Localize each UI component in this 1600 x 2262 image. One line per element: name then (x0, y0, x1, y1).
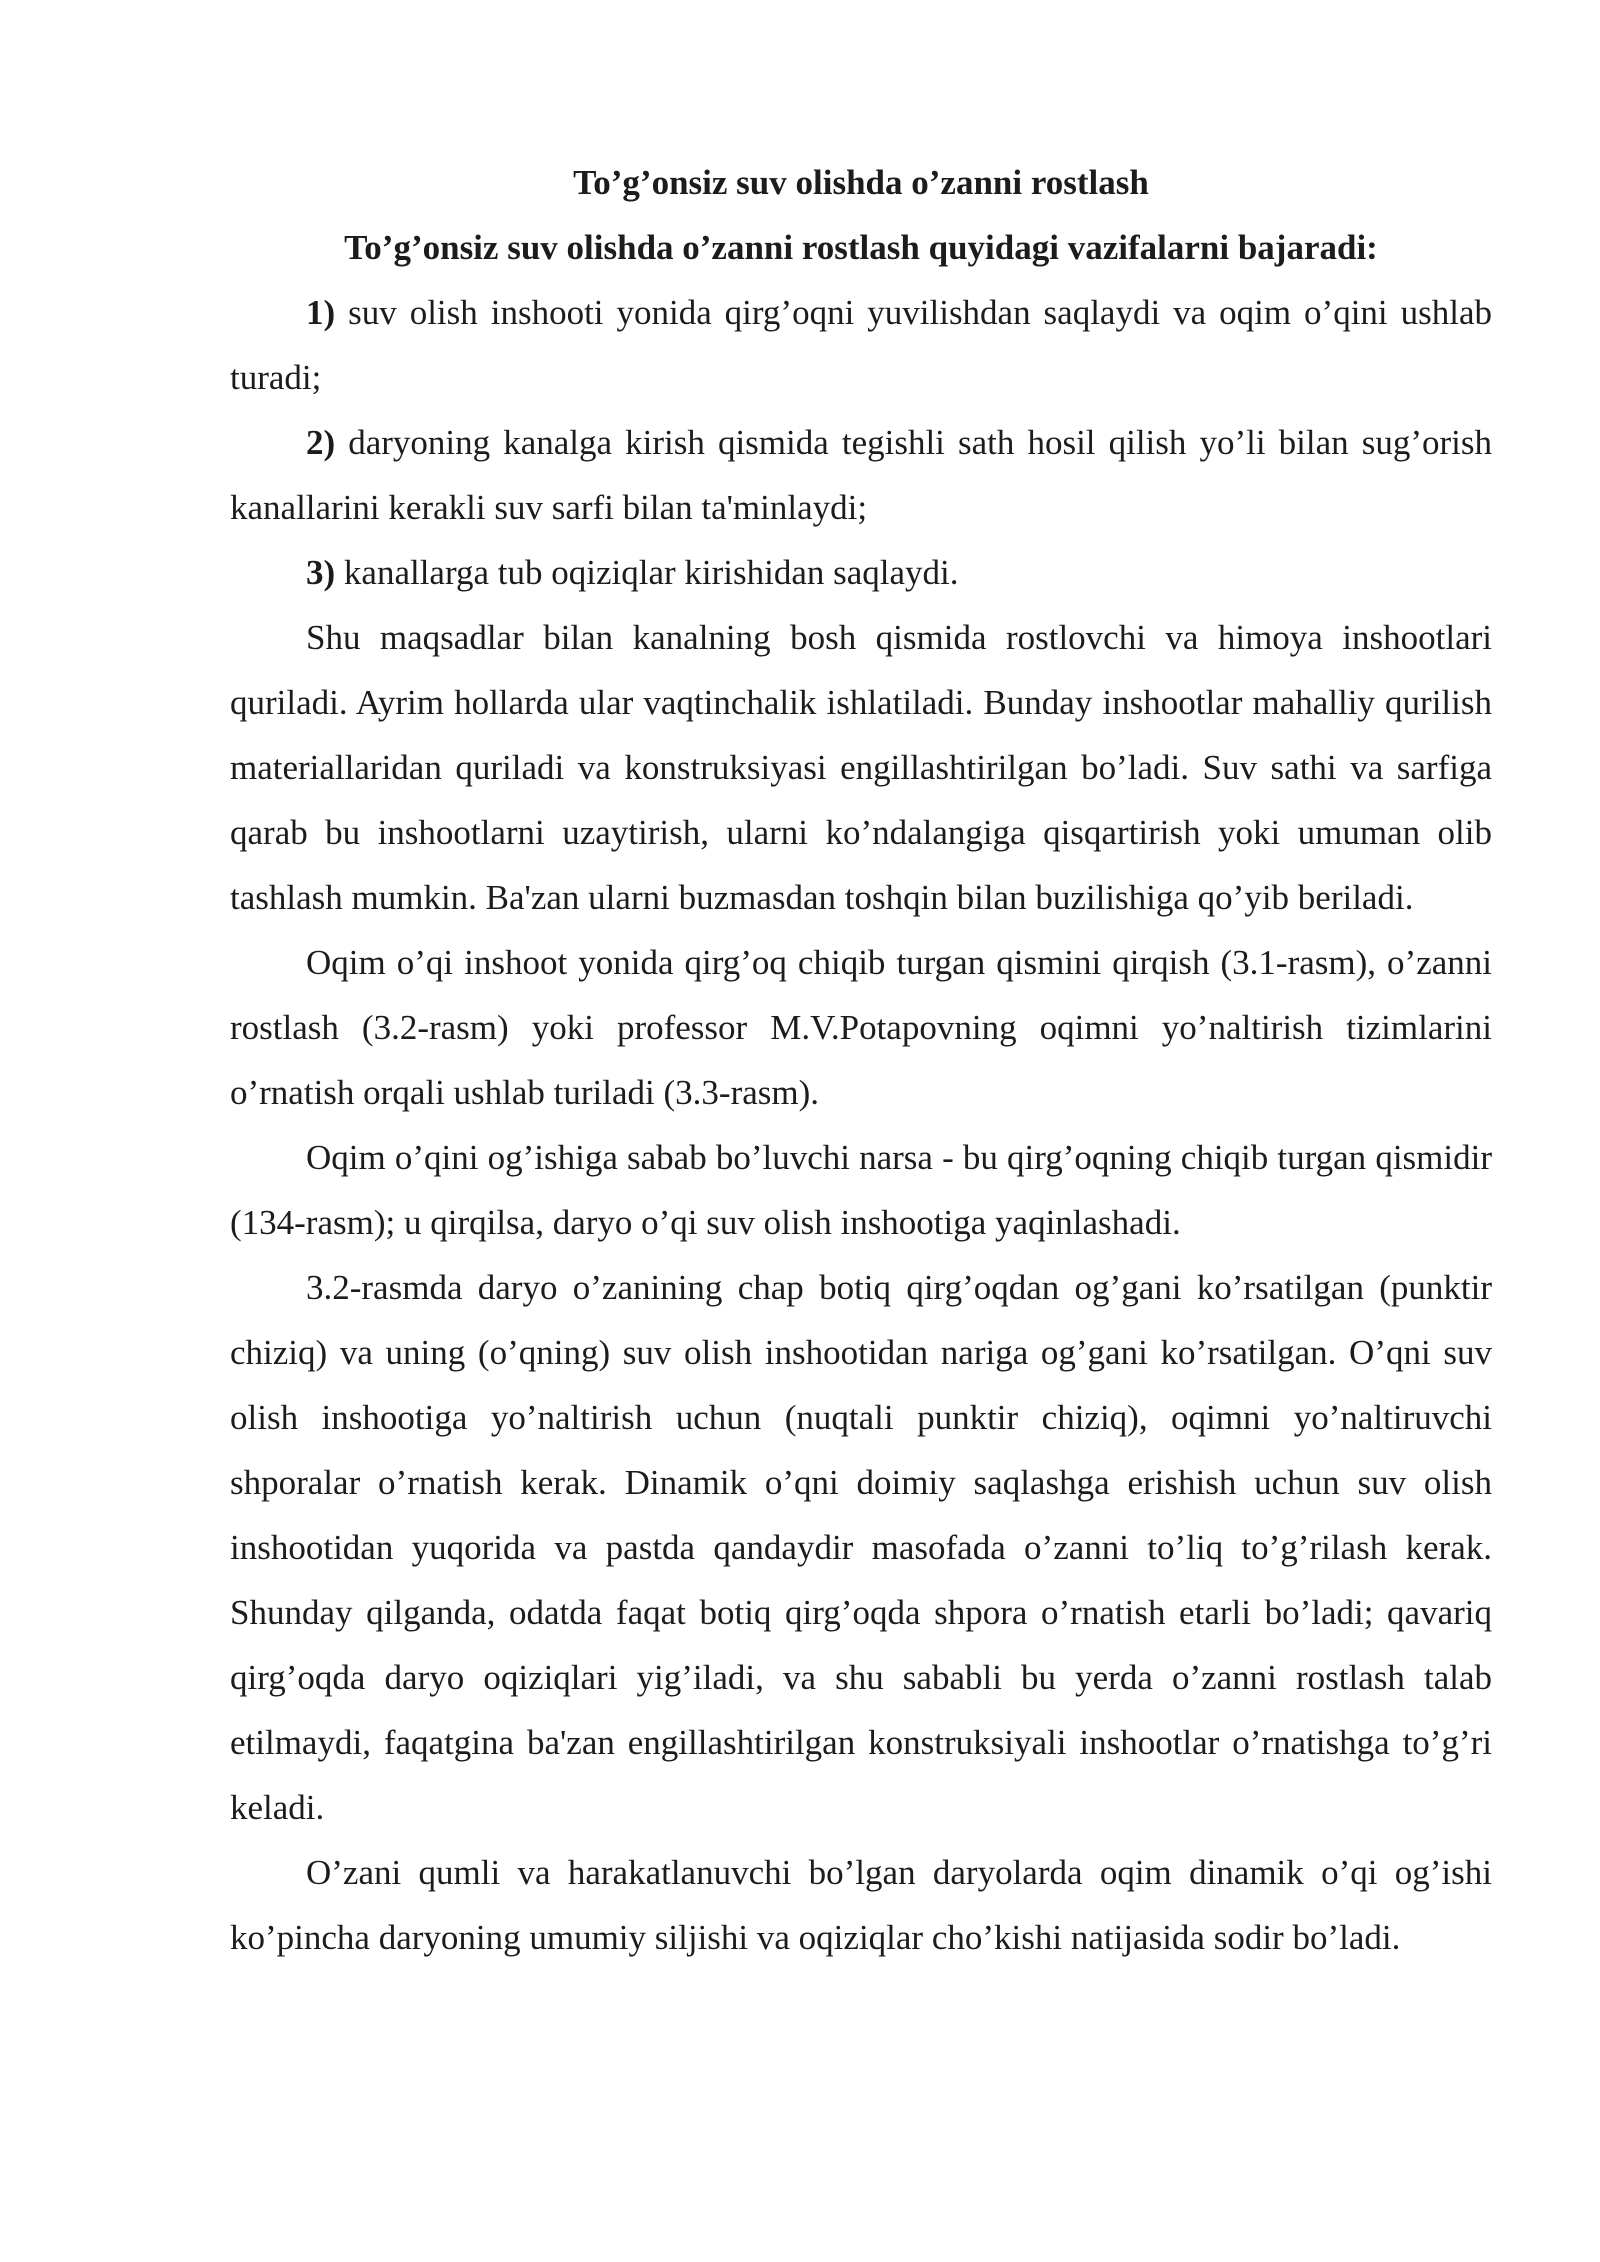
document-page (230, 150, 1492, 1970)
paragraph: 3.2-rasmda daryo o’zanining chap botiq qirg’oqdan og’gani ko’rsatilgan (punktir chiziq) va uning (o’qning) suv olish inshootidan nariga og’gani ko’rsatilgan. O’qni suv olish inshootiga yo’naltirish uchun (nuqtali punktir chiziq), oqimni yo’naltiruvchi shporalar o’rnatish kerak. Dinamik o’qni doimiy saqlashga erishish uchun suv olish inshootidan yuqorida va pastda qandaydir masofada o’zanni to’liq to’g’rilash kerak. Shunday qilganda, odatda faqat botiq qirg’oqda shpora o’rnatish etarli bo’ladi; qavariq qirg’oqda daryo oqiziqlari yig’iladi, va shu sababli bu yerda o’zanni rostlash talab etilmaydi, faqatgina ba'zan engillashtirilgan konstruksiyali inshootlar o’rnatishga to’g’ri keladi. (230, 1268, 1492, 1827)
list-item (230, 280, 1492, 410)
list-item (230, 540, 1492, 605)
list-item-number: 2) (306, 423, 336, 462)
paragraph: O’zani qumli va harakatlanuvchi bo’lgan daryolarda oqim dinamik o’qi og’ishi ko’pincha daryoning umumiy siljishi va oqiziqlar cho’kishi natijasida sodir bo’ladi. (230, 1853, 1492, 1957)
document-subtitle: To’g’onsiz suv olishda o’zanni rostlash quyidagi vazifalarni bajaradi: (344, 228, 1378, 267)
list-item-number: 1) (306, 293, 336, 332)
document-title: To’g’onsiz suv olishda o’zanni rostlash (573, 163, 1149, 202)
list-item-number: 3) (306, 553, 336, 592)
list-item-text: suv olish inshooti yonida qirg’oqni yuvilishdan saqlaydi va oqim o’qini ushlab turadi; (230, 293, 1492, 397)
paragraph: Shu maqsadlar bilan kanalning bosh qismida rostlovchi va himoya inshootlari quriladi. Ayrim hollarda ular vaqtinchalik ishlatiladi. Bunday inshootlar mahalliy qurilish materiallaridan quriladi va konstruksiyasi engillashtirilgan bo’ladi. Suv sathi va sarfiga qarab bu inshootlarni uzaytirish, ularni ko’ndalangiga qisqartirish yoki umuman olib tashlash mumkin. Ba'zan ularni buzmasdan toshqin bilan buzilishiga qo’yib beriladi. (230, 618, 1492, 917)
list-item (230, 410, 1492, 540)
paragraph: Oqim o’qini og’ishiga sabab bo’luvchi narsa - bu qirg’oqning chiqib turgan qismidir (134-rasm); u qirqilsa, daryo o’qi suv olish inshootiga yaqinlashadi. (230, 1138, 1492, 1242)
paragraph: Oqim o’qi inshoot yonida qirg’oq chiqib turgan qismini qirqish (3.1-rasm), o’zanni rostlash (3.2-rasm) yoki professor M.V.Potapovning oqimni yo’naltirish tizimlarini o’rnatish orqali ushlab turiladi (3.3-rasm). (230, 943, 1492, 1112)
list-item-text: kanallarga tub oqiziqlar kirishidan saqlaydi. (335, 553, 959, 592)
list-item-text: daryoning kanalga kirish qismida tegishli sath hosil qilish yo’li bilan sug’orish kanallarini kerakli suv sarfi bilan ta'minlaydi; (230, 423, 1492, 527)
